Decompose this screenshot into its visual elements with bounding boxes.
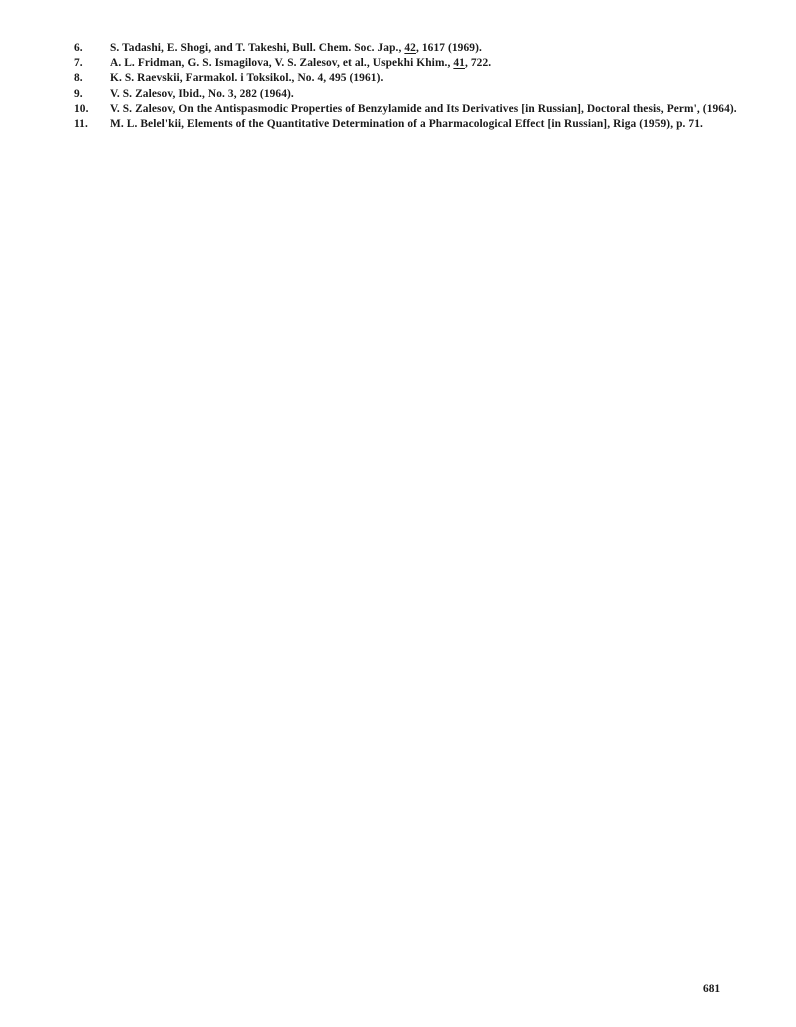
reference-item [74, 117, 764, 132]
reference-number: 11. [74, 118, 88, 131]
reference-item [74, 102, 764, 117]
reference-number: 9. [74, 87, 83, 100]
reference-item [74, 56, 764, 71]
reference-number: 6. [74, 42, 83, 54]
reference-number: 7. [74, 57, 83, 70]
reference-text [110, 56, 764, 71]
reference-number: 10. [74, 102, 89, 115]
reference-text [110, 41, 764, 56]
reference-number: 8. [74, 72, 83, 85]
reference-text-segment: V. S. Zalesov, Ibid., No. 3, 282 (1964). [110, 87, 294, 100]
reference-list [74, 41, 764, 132]
reference-item [74, 41, 764, 56]
reference-text-segment: V. S. Zalesov, On the Antispasmodic Properties of Benzylamide and Its Derivatives [in Russian], Doctoral thesis, Perm', (1964). [110, 102, 737, 115]
page-number: 681 [703, 983, 721, 995]
reference-text-segment: A. L. Fridman, G. S. Ismagilova, V. S. Zalesov, et al., Uspekhi Khim., [110, 57, 454, 70]
reference-text-segment: , 722. [464, 57, 492, 70]
reference-item [74, 87, 764, 102]
reference-text-segment: , 1617 (1969). [415, 42, 482, 54]
reference-text-segment: K. S. Raevskii, Farmakol. i Toksikol., No. 4, 495 (1961). [110, 72, 384, 85]
reference-text-segment: M. L. Belel'kii, Elements of the Quantitative Determination of a Pharmacological Effect [in Russian], Riga (1959), p. 71. [110, 118, 703, 131]
reference-text-segment: S. Tadashi, E. Shogi, and T. Takeshi, Bull. Chem. Soc. Jap., [110, 42, 405, 54]
reference-item [74, 71, 764, 86]
reference-text [110, 102, 764, 117]
reference-text [110, 87, 764, 102]
volume-number: 41 [453, 57, 465, 70]
reference-text [110, 117, 764, 132]
volume-number: 42 [404, 42, 416, 54]
reference-text [110, 71, 764, 86]
